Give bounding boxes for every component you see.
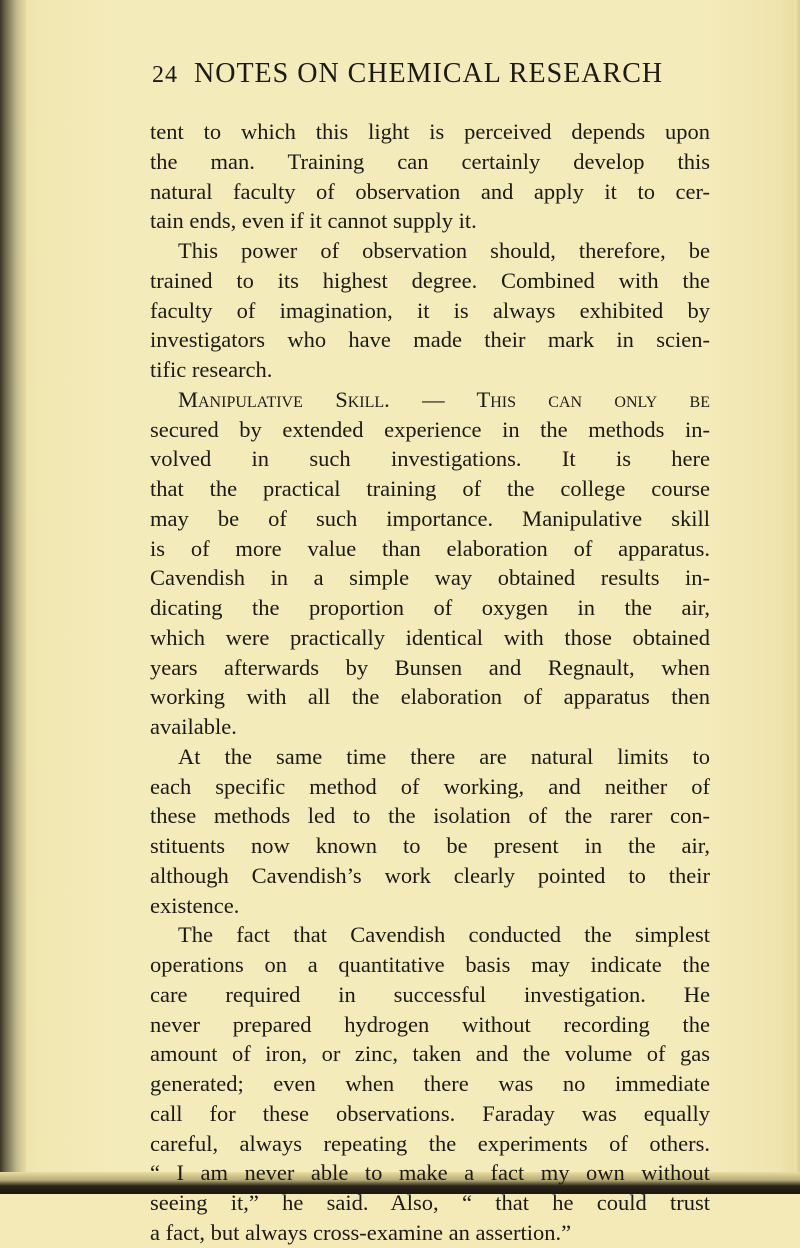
text-line: amount of iron, or zinc, taken and the volume of gas (150, 1041, 710, 1067)
text-line: faculty of imagination, it is always exhibited by (150, 297, 710, 323)
text-line: operations on a quantitative basis may indicate the (150, 952, 710, 977)
running-header (152, 58, 712, 90)
text-line: available. (150, 714, 237, 739)
text-line: is of more value than elaboration of apparatus. (150, 535, 710, 561)
body-text (150, 117, 710, 1248)
text-line: years afterwards by Bunsen and Regnault, when (150, 654, 710, 680)
text-line: seeing it,” he said. Also, “ that he could trust (150, 1190, 710, 1215)
text-line: although Cavendish’s work clearly pointed to their (150, 862, 710, 888)
text-line: existence. (150, 892, 240, 918)
section-heading-line: Manipulative Skill. — This can only be (178, 386, 710, 412)
page-number: 24 (152, 62, 178, 88)
text-line: The fact that Cavendish conducted the simplest (178, 922, 710, 948)
text-line: This power of observation should, therefore, be (178, 238, 710, 263)
text-line: call for these observations. Faraday was equally (150, 1100, 710, 1126)
text-line: dicating the proportion of oxygen in the air, (150, 595, 710, 620)
text-line: “ I am never able to make a fact my own without (150, 1160, 710, 1186)
text-line: At the same time there are natural limits to (178, 743, 710, 769)
text-line: tain ends, even if it cannot supply it. (150, 208, 477, 234)
text-line: volved in such investigations. It is here (150, 446, 710, 472)
text-line: tent to which this light is perceived depends upon (150, 119, 710, 144)
page-right-edge (794, 0, 800, 1194)
text-line: secured by extended experience in the methods in- (150, 416, 710, 442)
text-line: a fact, but always cross-examine an assertion.” (150, 1219, 572, 1245)
text-line: careful, always repeating the experiments of others. (150, 1130, 710, 1156)
text-line: tific research. (150, 357, 273, 382)
text-line: Cavendish in a simple way obtained results in- (150, 565, 710, 591)
text-line: stituents now known to be present in the air, (150, 833, 710, 858)
text-line: each specific method of working, and neither of (150, 773, 710, 799)
text-line: natural faculty of observation and apply it to cer- (150, 178, 710, 204)
text-line: working with all the elaboration of apparatus then (150, 684, 710, 710)
text-line: which were practically identical with those obtained (150, 624, 710, 650)
text-line: may be of such importance. Manipulative skill (150, 505, 710, 531)
text-line: investigators who have made their mark in scien- (150, 327, 710, 353)
text-line: these methods led to the isolation of the rarer con- (150, 803, 710, 829)
running-title: NOTES ON CHEMICAL RESEARCH (194, 58, 664, 89)
text-line: trained to its highest degree. Combined with the (150, 267, 710, 293)
text-line: the man. Training can certainly develop this (150, 148, 710, 174)
page-binding-edge (0, 0, 26, 1194)
text-line: generated; even when there was no immediate (150, 1071, 710, 1096)
text-line: never prepared hydrogen without recording the (150, 1011, 710, 1037)
text-line: that the practical training of the college course (150, 476, 710, 501)
text-line: care required in successful investigation. He (150, 981, 710, 1007)
